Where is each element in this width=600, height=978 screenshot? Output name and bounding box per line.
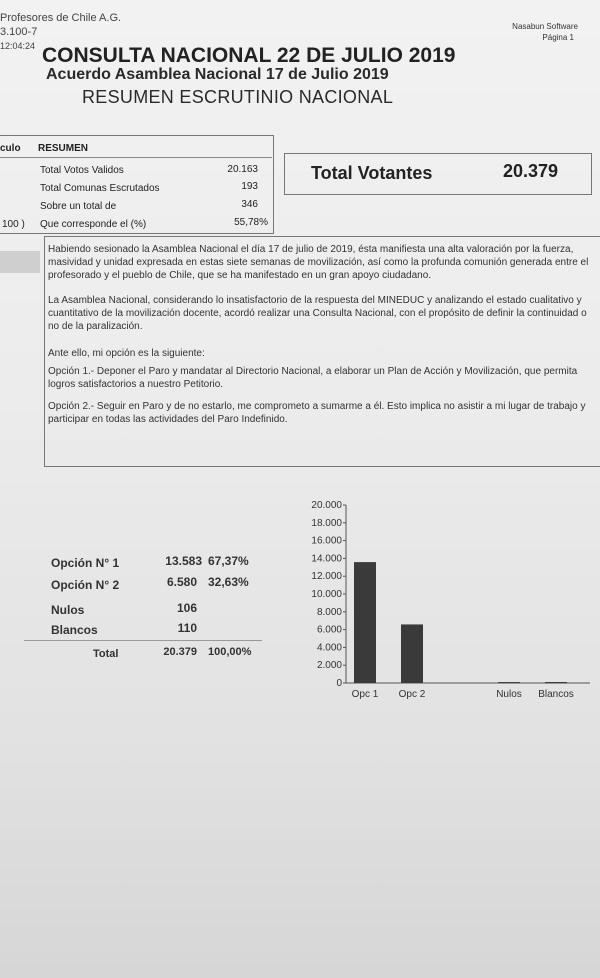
bar xyxy=(354,562,376,683)
x-tick-label: Blancos xyxy=(538,689,574,700)
result-percent: 32,63% xyxy=(208,575,249,589)
total-voters-value: 20.379 xyxy=(503,161,559,181)
summary-row-prefix: 100 ) xyxy=(2,219,25,230)
summary-header: RESUMEN xyxy=(38,143,89,154)
total-label: Total xyxy=(93,648,119,660)
summary-label: Sobre un total de xyxy=(40,201,117,212)
x-tick-label: Nulos xyxy=(496,689,522,700)
y-tick-label: 2.000 xyxy=(316,660,342,672)
y-tick-label: 20.000 xyxy=(311,500,342,511)
document-subtitle: Acuerdo Asamblea Nacional 17 de Julio 2019 xyxy=(46,66,389,83)
redacted-mark xyxy=(0,251,40,273)
summary-value: 346 xyxy=(241,199,258,210)
x-tick-label: Opc 1 xyxy=(351,689,379,700)
summary-value: 193 xyxy=(241,181,258,192)
result-label: Opción N° 1 xyxy=(51,556,120,570)
summary-label: Que corresponde el (%) xyxy=(40,219,147,230)
summary-divider xyxy=(0,157,272,158)
summary-value: 20.163 xyxy=(227,164,258,175)
y-tick-label: 18.000 xyxy=(311,517,342,529)
summary-left-header: culo xyxy=(0,143,21,154)
software-name: Nasabun Software xyxy=(512,22,578,31)
y-tick-label: 0 xyxy=(336,678,342,689)
total-value: 20.379 xyxy=(163,646,197,658)
bar xyxy=(498,682,520,683)
result-percent: 67,37% xyxy=(208,554,249,568)
results-bar-chart xyxy=(300,495,600,720)
statement-paragraph: La Asamblea Nacional, considerando lo insatisfactorio de la respuesta del MINEDUC y analizando el estado cualitativo y cuantitativo de la movilización docente, acordó realizar una Consulta Nacional, con el propósito de definir la continuidad o no de la paralización. xyxy=(48,295,587,332)
option-1-paragraph: Opción 1.- Deponer el Paro y mandatar al Directorio Nacional, a elaborar un Plan de Acción y Movilización, que permita logros satisfactorios a nuestro Petitorio. xyxy=(48,366,578,390)
y-tick-label: 12.000 xyxy=(311,571,342,583)
result-value: 110 xyxy=(177,621,197,635)
total-percent: 100,00% xyxy=(208,646,252,658)
option-2-paragraph: Opción 2.- Seguir en Paro y de no estarlo, me comprometo a sumarme a él. Esto implica no asistir a mi lugar de trabajo y participar en todas las actividades del Paro Indefinido. xyxy=(48,401,586,425)
results-divider xyxy=(24,640,262,641)
y-tick-label: 6.000 xyxy=(316,624,342,636)
x-tick-label: Opc 2 xyxy=(398,689,426,700)
result-label: Blancos xyxy=(51,623,98,637)
statement-paragraph: Ante ello, mi opción es la siguiente: xyxy=(48,348,205,359)
bar xyxy=(545,682,567,683)
document-title: CONSULTA NACIONAL 22 DE JULIO 2019 xyxy=(42,44,456,67)
summary-label: Total Votos Validos xyxy=(40,165,124,176)
summary-label: Total Comunas Escrutados xyxy=(40,183,160,194)
y-tick-label: 4.000 xyxy=(316,642,342,654)
organization-name: Profesores de Chile A.G. xyxy=(0,12,122,24)
print-time: 12:04:24 xyxy=(0,41,36,51)
y-tick-label: 8.000 xyxy=(316,606,342,618)
bar xyxy=(401,624,423,683)
y-tick-label: 10.000 xyxy=(311,589,342,600)
y-tick-label: 14.000 xyxy=(311,553,342,565)
organization-code: 3.100-7 xyxy=(0,26,38,38)
result-label: Opción N° 2 xyxy=(51,578,120,592)
summary-value: 55,78% xyxy=(234,217,268,228)
y-tick-label: 16.000 xyxy=(311,535,342,547)
page-number: Página 1 xyxy=(542,33,574,42)
result-value: 13.583 xyxy=(165,554,202,568)
statement-paragraph: Habiendo sesionado la Asamblea Nacional el día 17 de julio de 2019, ésta manifiesta una alta valoración por la fuerza, masividad y unidad expresada en estas siete semanas de movilización, así como la profunda comunión generada entre el profesorado y el pueblo de Chile, que se ha manifestado en un gran apoyo ciudadano. xyxy=(48,244,589,281)
result-value: 106 xyxy=(176,601,197,615)
result-label: Nulos xyxy=(51,603,85,617)
result-value: 6.580 xyxy=(166,575,197,589)
total-voters-label: Total Votantes xyxy=(311,163,433,183)
document-heading: RESUMEN ESCRUTINIO NACIONAL xyxy=(82,87,394,107)
